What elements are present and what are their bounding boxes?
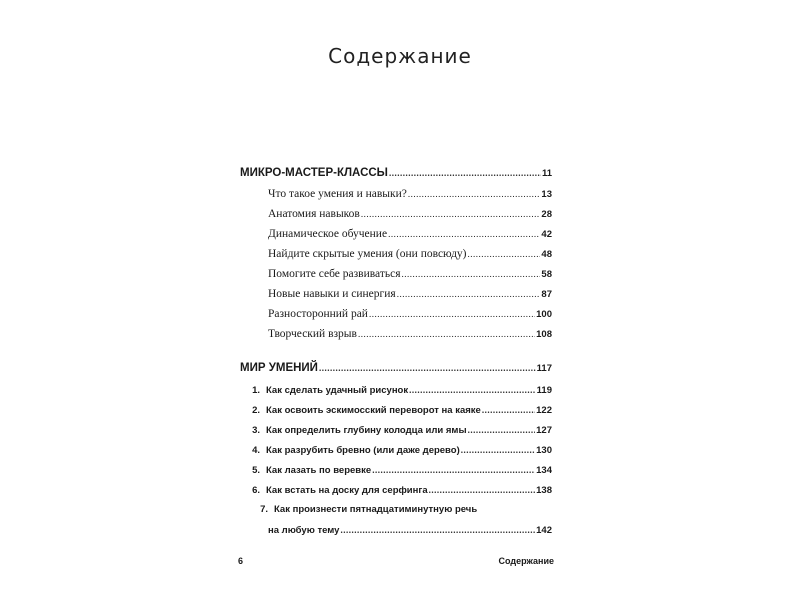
toc-section-micro-master-classes	[240, 162, 552, 344]
toc-leader	[389, 162, 541, 184]
toc-item	[240, 380, 552, 400]
toc-section-heading	[240, 162, 552, 184]
page-footer	[238, 556, 554, 566]
toc-item-label: Анатомия навыков	[268, 208, 360, 220]
toc-item-label: Как разрубить бревно (или даже дерево)	[266, 445, 460, 456]
toc-page-number: 130	[536, 445, 552, 456]
toc-leader	[461, 440, 535, 460]
toc-item-number: 4.	[252, 445, 260, 456]
toc-item	[240, 400, 552, 420]
toc-page-number: 127	[536, 425, 552, 436]
toc-item-label: Помогите себе развиваться	[268, 268, 401, 280]
toc-item-label: Что такое умения и навыки?	[268, 188, 407, 200]
toc-leader	[358, 324, 535, 344]
toc-page-number: 142	[536, 525, 552, 536]
toc-leader	[369, 304, 535, 324]
toc-heading-label: МИР УМЕНИЙ	[240, 362, 318, 374]
toc-leader	[482, 400, 535, 420]
toc-page-number: 100	[536, 309, 552, 320]
toc-item	[240, 184, 552, 204]
toc-leader	[429, 480, 536, 500]
toc-leader	[468, 244, 541, 264]
toc-item-label: Творческий взрыв	[268, 328, 357, 340]
toc-item-number: 1.	[252, 385, 260, 396]
toc-item-number: 5.	[252, 465, 260, 476]
toc-heading-label: МИКРО-МАСТЕР-КЛАССЫ	[240, 167, 388, 179]
toc-page-number: 87	[541, 289, 552, 300]
toc-item-label: Как сделать удачный рисунок	[266, 385, 409, 396]
toc-leader	[397, 284, 541, 304]
toc-leader	[340, 520, 535, 540]
toc-item	[240, 244, 552, 264]
toc-item	[240, 440, 552, 460]
toc-item-label: Как освоить эскимосский переворот на каяке	[266, 405, 481, 416]
toc-page-number: 134	[536, 465, 552, 476]
toc-item	[240, 500, 552, 520]
toc-leader	[408, 184, 541, 204]
footer-running-title: Содержание	[498, 556, 554, 566]
toc-page-number: 122	[536, 405, 552, 416]
toc-item	[240, 304, 552, 324]
toc-leader	[402, 264, 541, 284]
toc-page-number: 48	[541, 249, 552, 260]
toc-item-number: 3.	[252, 425, 260, 436]
toc-item-label: Динамическое обучение	[268, 228, 388, 240]
toc-item	[240, 204, 552, 224]
toc-item	[240, 460, 552, 480]
toc-item-label: Как встать на доску для серфинга	[266, 485, 428, 496]
toc-item-label: Новые навыки и синергия	[268, 288, 396, 300]
toc-item-label-continuation: на любую тему	[268, 525, 340, 536]
toc-item	[240, 420, 552, 440]
toc-item	[240, 324, 552, 344]
toc-page-number: 58	[541, 269, 552, 280]
toc-page-number: 138	[536, 485, 552, 496]
toc-item	[240, 264, 552, 284]
footer-page-number: 6	[238, 556, 244, 566]
page-title: Содержание	[328, 44, 472, 68]
toc-leader	[388, 224, 540, 244]
toc-section-skills-world	[240, 356, 552, 540]
toc-item-label: Найдите скрытые умения (они повсюду)	[268, 248, 467, 260]
toc-leader	[372, 460, 535, 480]
toc-item-label: Как определить глубину колодца или ямы	[266, 425, 467, 436]
toc-leader	[361, 204, 541, 224]
toc-item	[240, 480, 552, 500]
toc-item-number: 6.	[252, 485, 260, 496]
toc-leader	[409, 380, 536, 400]
toc-page-number: 117	[536, 363, 552, 374]
toc-leader	[468, 420, 536, 440]
toc-item-continuation	[240, 520, 552, 540]
toc-item	[240, 224, 552, 244]
toc-page-number: 11	[541, 168, 552, 179]
toc-item-number: 7.	[260, 504, 268, 515]
toc-item-label: Как лазать по веревке	[266, 465, 372, 476]
toc-page-number: 42	[541, 229, 552, 240]
toc-page-number: 28	[541, 209, 552, 220]
toc-section-heading	[240, 356, 552, 380]
toc-page-number: 13	[541, 189, 552, 200]
toc-item-number: 2.	[252, 405, 260, 416]
toc-page-number: 119	[536, 385, 552, 396]
toc-item-label: Разносторонний рай	[268, 308, 368, 320]
toc-page-number: 108	[536, 329, 552, 340]
toc-item-label: Как произнести пятнадцатиминутную речь	[274, 504, 478, 515]
toc-leader	[319, 356, 536, 380]
toc-item	[240, 284, 552, 304]
